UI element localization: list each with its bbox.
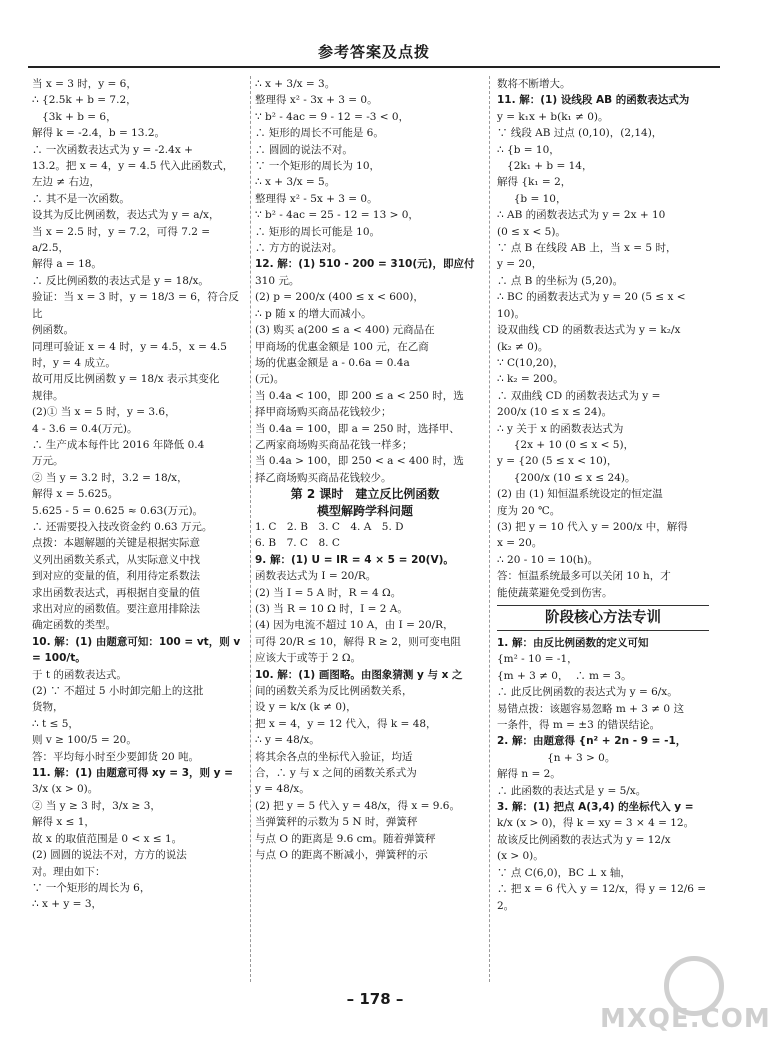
answer-line: ∴ 反比例函数的表达式是 y = 18/x。 (32, 274, 209, 287)
answer-line: (x > 0)。 (497, 850, 544, 863)
answer-line: {n + 3 > 0。 (497, 751, 616, 764)
answer-line: 确定函数的类型。 (32, 619, 116, 632)
answer-line: ∴ 把 x = 6 代入 y = 12/x，得 y = 12/6 = 2。 (497, 883, 710, 912)
answer-line: ∴ 矩形的周长可能是 10。 (255, 225, 381, 238)
answer-line: 故可用反比例函数 y = 18/x 表示其变化 (32, 373, 220, 386)
answer-line: ∵ 一个矩形的周长为 6， (32, 881, 151, 894)
answer-line: (0 ≤ x < 5)。 (497, 225, 566, 238)
answer-line: ∵ b² - 4ac = 9 - 12 = -3 < 0， (255, 110, 410, 123)
answer-line: ∴ {b = 10， (497, 143, 560, 156)
answer-line: 则 v ≥ 100/5 = 20。 (32, 734, 137, 747)
answer-line: 整理得 x² - 3x + 3 = 0。 (255, 94, 378, 107)
answer-line: 4 - 3.6 = 0.4(万元)。 (32, 422, 138, 435)
answer-line: (2) 把 y = 5 代入 y = 48/x，得 x = 9.6。 (255, 799, 460, 812)
answer-column-right (497, 76, 709, 914)
answer-line: 左边 ≠ 右边， (32, 176, 100, 189)
answer-line: ∴ 20 - 10 = 10(h)。 (497, 553, 599, 566)
answer-line: 货物， (32, 701, 64, 714)
answer-line: 9. 解：(1) U = IR = 4 × 5 = 20(V)。 (255, 553, 454, 566)
answer-line: 10. 解：(1) 画图略。由图象猜测 y 与 x 之 (255, 668, 463, 681)
answer-line: (2) 圆圆的说法不对，方方的说法 (32, 849, 187, 862)
answer-line: 解得 k = -2.4，b = 13.2。 (32, 127, 165, 140)
page-number: – 178 – (346, 990, 404, 1008)
answer-line: ∴ 点 B 的坐标为 (5,20)。 (497, 274, 624, 287)
answer-line: 解得 n = 2。 (497, 768, 561, 781)
answer-line: 2. 解：由题意得 {n² + 2n - 9 = -1， (497, 735, 687, 748)
watermark-text: MXQE.COM (600, 1004, 771, 1034)
answer-line: k/x (x > 0)，得 k = xy = 3 × 4 = 12。 (497, 817, 695, 830)
answer-line: 故 x 的取值范围是 0 < x ≤ 1。 (32, 832, 183, 845)
answer-line: 义列出函数关系式，从实际意义中找 (32, 553, 200, 566)
answer-line: 乙两家商场购买商品花钱一样多； (255, 438, 413, 451)
answer-line: {2k₁ + b = 14， (497, 160, 593, 173)
answer-line: ∴ 其不是一次函数。 (32, 192, 130, 205)
answer-line: 可得 20/R ≤ 10，解得 R ≥ 2，则可变电阻 (255, 635, 461, 648)
answer-line: 求出函数表达式，再根据自变量的值 (32, 586, 200, 599)
answer-line: 解得 x ≤ 1， (32, 816, 95, 829)
column-divider (489, 76, 490, 982)
answer-line: ∴ 此函数的表达式是 y = 5/x。 (497, 784, 647, 797)
answer-line: {3k + b = 6， (32, 110, 117, 123)
answer-line: 一条件，得 m = ±3 的错误结论。 (497, 719, 661, 732)
answer-line: 时，y = 4 成立。 (32, 356, 116, 369)
answer-line: 例函数。 (32, 324, 74, 337)
answer-line: ∵ 线段 AB 过点 (0,10)，(2,14)， (497, 127, 663, 140)
answer-line: 当 0.4a > 100，即 250 < a < 400 时，选 (255, 455, 464, 468)
answer-line: (3) 当 R = 10 Ω 时，I = 2 A。 (255, 603, 408, 615)
answer-line: 11. 解：(1) 设线段 AB 的函数表达式为 (497, 94, 690, 107)
answer-line: 当 x = 3 时，y = 6， (32, 78, 137, 90)
answer-line: ∵ 点 B 在线段 AB 上，当 x = 5 时， (497, 242, 677, 255)
answer-line: (4) 因为电流不超过 10 A，由 I = 20/R， (255, 619, 454, 632)
answer-line: ∴ {2.5k + b = 7.2， (32, 94, 137, 107)
answer-line: 规律。 (32, 389, 64, 402)
answer-line: 万元。 (32, 455, 64, 468)
answer-line: y = 48/x。 (255, 783, 310, 796)
answer-line: ∴ x + 3/x = 3。 (255, 78, 336, 90)
answer-line: ∴ 矩形的周长不可能是 6。 (255, 127, 384, 140)
answer-line: 解得 x = 5.625。 (32, 488, 119, 501)
answer-line: 间的函数关系为反比例函数关系， (255, 685, 413, 698)
answer-line: ② 当 y ≥ 3 时，3/x ≥ 3， (32, 799, 161, 812)
answer-line: 于 t 的函数表达式。 (32, 668, 127, 681)
answer-line: {m + 3 ≠ 0， ∴ m = 3。 (497, 669, 632, 682)
section-banner: 阶段核心方法专训 (497, 605, 709, 631)
answer-line: 与点 O 的距离是 9.6 cm。随着弹簧秤 (255, 832, 436, 845)
answer-line: (k₂ ≠ 0)。 (497, 340, 549, 353)
answer-line: {2x + 10 (0 ≤ x < 5)， (497, 438, 635, 451)
answer-line: 合，∴ y 与 x 之间的函数关系式为 (255, 767, 417, 780)
answer-line: (2) p = 200/x (400 ≤ x < 600)， (255, 291, 424, 304)
answer-line: 设其为反比例函数，表达式为 y = a/x， (32, 209, 220, 222)
answer-line: ∴ AB 的函数表达式为 y = 2x + 10 (497, 209, 666, 222)
answer-line: 5.625 - 5 = 0.625 ≈ 0.63(万元)。 (32, 504, 204, 517)
answer-line: ∴ x + 3/x = 5。 (255, 176, 336, 189)
answer-line: ∴ k₂ = 200。 (497, 373, 564, 386)
answer-line: ∴ p 随 x 的增大而减小。 (255, 307, 372, 320)
column-divider (250, 76, 251, 982)
answer-line: 整理得 x² - 5x + 3 = 0。 (255, 192, 378, 205)
answer-line: 当弹簧秤的示数为 5 N 时，弹簧秤 (255, 816, 418, 829)
answer-line: ∴ 还需要投入技改资金约 0.63 万元。 (32, 520, 213, 533)
answer-line: 10)。 (497, 307, 525, 320)
section-heading: 模型解跨学科问题 (316, 503, 413, 518)
answer-line: {m² - 10 = -1， (497, 653, 578, 666)
answer-line: ∵ 点 C(6,0)，BC ⊥ x 轴， (497, 866, 631, 879)
answer-line: a/2.5， (32, 242, 69, 255)
answer-line: 应该大于或等于 2 Ω。 (255, 652, 362, 665)
answer-line: (2) 当 I = 5 A 时，R = 4 Ω。 (255, 586, 402, 599)
page-header (28, 38, 720, 68)
answer-line: 10. 解：(1) 由题意可知：100 = vt，则 v = 100/t。 (32, 635, 244, 665)
answer-line: 1. 解：由反比例函数的定义可知 (497, 637, 649, 649)
answer-line: (2) 由 (1) 知恒温系统设定的恒定温 (497, 488, 663, 501)
answer-line: 择甲商场购买商品花钱较少； (255, 406, 392, 419)
answer-line: ∴ 双曲线 CD 的函数表达式为 y = (497, 389, 661, 402)
answer-line: 当 0.4a = 100，即 a = 250 时，选择甲、 (255, 422, 460, 435)
answer-line: (2) ∵ 不超过 5 小时卸完船上的这批 (32, 685, 204, 698)
answer-line: 当 0.4a < 100，即 200 ≤ a < 250 时，选 (255, 389, 464, 402)
answer-line: 把 x = 4，y = 12 代入，得 k = 48， (255, 717, 437, 730)
answer-line: 点拨：本题解题的关键是根据实际意 (32, 537, 200, 550)
answer-line: (3) 把 y = 10 代入 y = 200/x 中，解得 (497, 520, 688, 533)
answer-line: (元)。 (255, 373, 285, 386)
answer-line: ∴ 一次函数表达式为 y = -2.4x + (32, 143, 193, 156)
answer-line: 3/x (x > 0)。 (32, 783, 99, 796)
answer-line: 解得 a = 18。 (32, 258, 102, 271)
answer-line: 答：平均每小时至少要卸货 20 吨。 (32, 750, 200, 763)
answer-line: 函数表达式为 I = 20/R。 (255, 570, 377, 583)
answer-line: 故该反比例函数的表达式为 y = 12/x (497, 833, 671, 846)
answer-line: {200/x (10 ≤ x ≤ 24)。 (497, 471, 636, 484)
answer-line: ∴ y = 48/x。 (255, 734, 320, 747)
answer-column-left (32, 76, 247, 913)
answer-line: 200/x (10 ≤ x ≤ 24)。 (497, 406, 613, 419)
answer-line: 11. 解：(1) 由题意可得 xy = 3，则 y = (32, 767, 233, 780)
answer-line: 6. B 7. C 8. C (255, 537, 340, 550)
header-title: 参考答案及点拨 (317, 43, 430, 61)
answer-line: ∴ y 关于 x 的函数表达式为 (497, 422, 624, 435)
answer-line: 甲商场的优惠金额是 100 元，在乙商 (255, 340, 429, 353)
answer-line: 与点 O 的距离不断减小，弹簧秤的示 (255, 849, 428, 862)
answer-line: 求出对应的函数值。要注意用排除法 (32, 603, 200, 615)
answer-line: (2)① 当 x = 5 时，y = 3.6， (32, 406, 176, 419)
answer-line: 设双曲线 CD 的函数表达式为 y = k₂/x (497, 324, 681, 337)
answer-line: 能使蔬菜避免受到伤害。 (497, 586, 613, 599)
answer-line: ∴ x + y = 3， (32, 898, 102, 911)
answer-line: x = 20。 (497, 537, 543, 550)
answer-line: ∴ 生产成本每件比 2016 年降低 0.4 (32, 438, 205, 451)
answer-line: ∵ 一个矩形的周长为 10， (255, 160, 381, 173)
answer-line: y = k₁x + b(k₁ ≠ 0)。 (497, 110, 609, 123)
answer-line: ∴ 此反比例函数的表达式为 y = 6/x。 (497, 686, 678, 699)
answer-column-middle (255, 76, 475, 864)
answer-line: 验证：当 x = 3 时，y = 18/3 = 6，符合反比 (32, 291, 239, 320)
answer-line: ∴ 方方的说法对。 (255, 242, 343, 255)
answer-line: 择乙商场购买商品花钱较少。 (255, 471, 392, 484)
answer-line: 13.2。把 x = 4，y = 4.5 代入此函数式， (32, 160, 234, 173)
answer-line: 当 x = 2.5 时，y = 7.2，可得 7.2 = (32, 225, 211, 238)
answer-line: 1. C 2. B 3. C 4. A 5. D (255, 520, 404, 533)
section-heading: 第 2 课时 建立反比例函数 (290, 487, 440, 502)
answer-line: ∵ C(10,20)， (497, 356, 564, 369)
answer-line: ∵ b² - 4ac = 25 - 12 = 13 > 0， (255, 209, 419, 222)
answer-line: 解得 {k₁ = 2， (497, 176, 572, 189)
answer-line: 场的优惠金额是 a - 0.6a = 0.4a (255, 356, 410, 369)
answer-line: 答：恒温系统最多可以关闭 10 h，才 (497, 570, 671, 583)
answer-line: 12. 解：(1) 510 - 200 = 310(元)，即应付 (255, 258, 475, 271)
answer-line: 设 y = k/x (k ≠ 0)， (255, 701, 357, 714)
answer-line: 易错点拨：该题容易忽略 m + 3 ≠ 0 这 (497, 702, 684, 715)
answer-line: ∴ BC 的函数表达式为 y = 20 (5 ≤ x < (497, 291, 686, 304)
answer-line: 将其余各点的坐标代入验证，均适 (255, 750, 413, 763)
answer-line: y = 20， (497, 258, 543, 271)
answer-line: 3. 解：(1) 把点 A(3,4) 的坐标代入 y = (497, 801, 694, 814)
answer-line: 对。理由如下： (32, 865, 106, 878)
answer-line: ∴ 圆圆的说法不对。 (255, 143, 353, 156)
answer-line: 度为 20 ℃。 (497, 504, 561, 517)
answer-line: 同理可验证 x = 4 时，y = 4.5，x = 4.5 (32, 340, 227, 353)
answer-line: 310 元。 (255, 274, 300, 287)
answer-line: y = {20 (5 ≤ x < 10)， (497, 455, 618, 468)
answer-line: 到对应的变量的值，利用待定系数法 (32, 570, 200, 583)
answer-line: ∴ t ≤ 5， (32, 717, 79, 730)
answer-line: ② 当 y = 3.2 时，3.2 = 18/x， (32, 471, 188, 484)
answer-line: {b = 10， (497, 192, 567, 205)
answer-line: 数将不断增大。 (497, 78, 571, 90)
answer-line: (3) 购买 a(200 ≤ a < 400) 元商品在 (255, 324, 435, 337)
